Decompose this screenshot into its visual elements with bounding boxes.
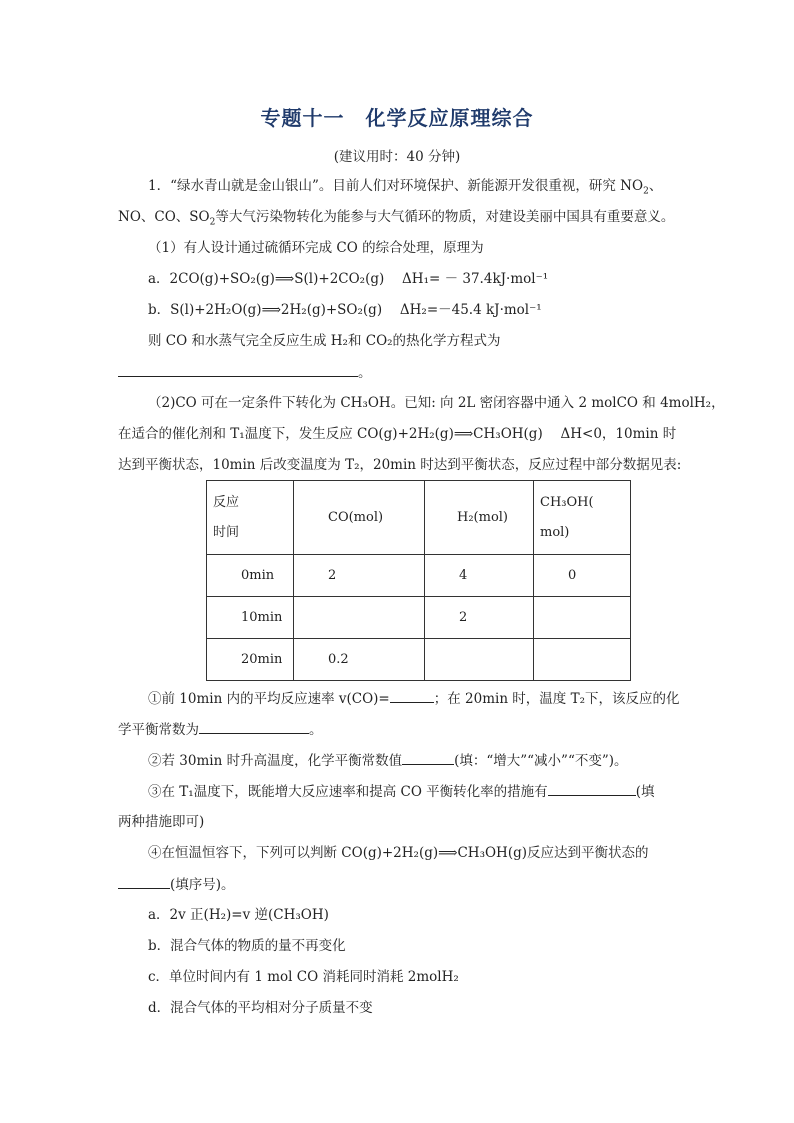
table-header-cell: H₂(mol) <box>425 481 534 555</box>
table-cell <box>294 597 425 639</box>
table-row <box>207 597 631 639</box>
answer-blank[interactable] <box>199 719 309 734</box>
table-header-cell: CH₃OH( mol) <box>534 481 631 555</box>
part2-line2: 在适合的催化剂和 T₁温度下，发生反应 CO(g)+2H₂(g)⟹CH₃OH(g) ΔH<0，10min 时 <box>118 426 677 442</box>
answer-blank[interactable] <box>118 874 170 889</box>
table-cell: 2 <box>294 555 425 597</box>
equation-a: a．2CO(g)+SO₂(g)⟹S(l)+2CO₂(g) ΔH₁= － 37.4kJ·mol⁻¹ <box>148 271 549 287</box>
data-table <box>206 480 631 681</box>
part2-line3: 达到平衡状态，10min 后改变温度为 T₂，20min 时达到平衡状态，反应过程中部分数据见表: <box>118 457 682 473</box>
part1-heading: （1）有人设计通过硫循环完成 CO 的综合处理，原理为 <box>148 240 484 256</box>
option-c: c．单位时间内有 1 mol CO 消耗同时消耗 2molH₂ <box>148 969 459 985</box>
table-cell <box>534 639 631 681</box>
table-row <box>207 555 631 597</box>
subquestion-3: ③在 T₁温度下，既能增大反应速率和提高 CO 平衡转化率的措施有 (填 <box>148 781 654 802</box>
table-header-cell: CO(mol) <box>294 481 425 555</box>
option-d: d．混合气体的平均相对分子质量不变 <box>148 1000 373 1016</box>
answer-blank[interactable] <box>402 750 454 765</box>
option-a: a．2v 正(H₂)=v 逆(CH₃OH) <box>148 907 329 923</box>
table-cell <box>534 597 631 639</box>
question-intro-line2: NO、CO、$SO_2$等大气污染物转化为能参与大气循环的物质，对建设美丽中国具有重要意义。 <box>118 209 675 228</box>
answer-blank[interactable] <box>390 688 434 703</box>
subquestion-4: ④在恒温恒容下，下列可以判断 CO(g)+2H₂(g)⟹CH₃OH(g)反应达到平衡状态的 <box>148 845 649 861</box>
subquestion-1-cont: 学平衡常数为 。 <box>118 719 323 740</box>
question-intro-line1: 1．“绿水青山就是金山银山”。目前人们对环境保护、新能源开发很重视，研究 $NO_2$、 <box>148 178 663 197</box>
table-cell: 10min <box>207 597 294 639</box>
subquestion-4-cont: (填序号)。 <box>118 874 235 895</box>
part2-line1: （2)CO 可在一定条件下转化为 CH₃OH。已知: 向 2L 密闭容器中通入 2 molCO 和 4molH₂， <box>148 395 725 411</box>
table-cell: 0 <box>534 555 631 597</box>
time-suggestion: (建议用时：40 分钟) <box>333 149 461 165</box>
subquestion-1: ①前 10min 内的平均反应速率 v(CO)= ；在 20min 时，温度 T₂下，该反应的化 <box>148 688 680 709</box>
table-cell: 0.2 <box>294 639 425 681</box>
table-cell: 0min <box>207 555 294 597</box>
table-cell: 20min <box>207 639 294 681</box>
subquestion-3-cont: 两种措施即可) <box>118 814 205 830</box>
table-header-cell: 反应 时间 <box>207 481 294 555</box>
part1-question: 则 CO 和水蒸气完全反应生成 H₂和 CO₂的热化学方程式为 <box>148 333 501 349</box>
answer-blank[interactable] <box>548 781 636 796</box>
table-cell <box>425 639 534 681</box>
option-b: b．混合气体的物质的量不再变化 <box>148 938 346 954</box>
table-cell: 2 <box>425 597 534 639</box>
table-cell: 4 <box>425 555 534 597</box>
equation-b: b．S(l)+2H₂O(g)⟹2H₂(g)+SO₂(g) ΔH₂=－45.4 kJ·mol⁻¹ <box>148 302 542 318</box>
answer-blank[interactable] <box>118 362 358 377</box>
page-title: 专题十一 化学反应原理综合 <box>260 106 534 130</box>
subquestion-2: ②若 30min 时升高温度，化学平衡常数值 (填：“增大”“减小”“不变”)。 <box>148 750 628 771</box>
table-row <box>207 639 631 681</box>
part1-answer-line: 。 <box>118 362 372 383</box>
table-header-row <box>207 481 631 555</box>
